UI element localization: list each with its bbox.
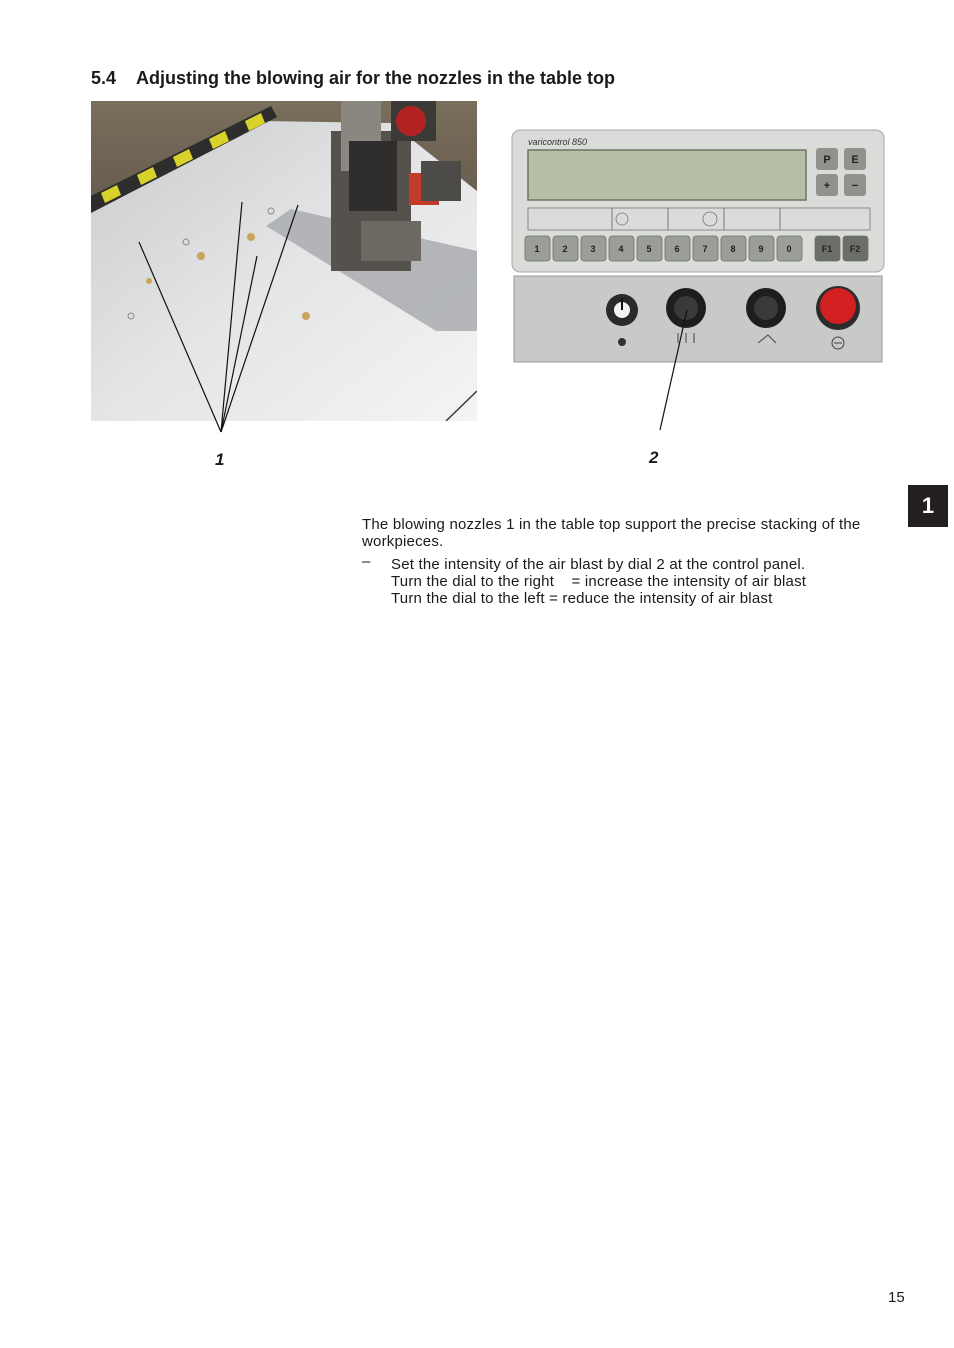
panel-brand: varicontrol 850 [528, 137, 588, 147]
svg-text:7: 7 [702, 244, 708, 254]
number-keys [525, 236, 868, 261]
svg-text:0: 0 [786, 244, 792, 254]
section-title: Adjusting the blowing air for the nozzles in the table top [136, 68, 615, 88]
callout-dial-label: 2 [649, 448, 659, 467]
body-text [362, 516, 902, 607]
page-number: 15 [888, 1289, 905, 1306]
step-line-3: Turn the dial to the left = reduce the intensity of air blast [391, 590, 773, 607]
step-line-1: Set the intensity of the air blast by dial 2 at the control panel. [391, 556, 806, 573]
chapter-tab-marker: 1 [908, 485, 948, 527]
section-number: 5.4 [91, 68, 117, 88]
svg-text:9: 9 [758, 244, 764, 254]
svg-text:1: 1 [534, 244, 540, 254]
svg-text:E: E [851, 154, 859, 166]
table-top-photo [91, 101, 477, 421]
svg-text:−: − [851, 180, 859, 192]
svg-text:F1: F1 [821, 244, 833, 254]
instruction-step [362, 553, 902, 607]
svg-text:3: 3 [590, 244, 596, 254]
section-heading [91, 68, 615, 89]
svg-text:F2: F2 [849, 244, 861, 254]
step-line-2: Turn the dial to the right = increase the intensity of air blast [391, 573, 807, 590]
svg-text:5: 5 [646, 244, 652, 254]
intro-paragraph: The blowing nozzles 1 in the table top support the precise stacking of the workpieces. [362, 516, 861, 550]
svg-text:4: 4 [618, 244, 624, 254]
bullet-dash: – [362, 553, 371, 570]
svg-text:6: 6 [674, 244, 680, 254]
svg-text:2: 2 [562, 244, 568, 254]
callout-nozzles-label: 1 [215, 450, 225, 469]
svg-text:P: P [823, 154, 831, 166]
svg-text:8: 8 [730, 244, 736, 254]
svg-text:+: + [823, 180, 831, 192]
control-panel-photo [510, 128, 886, 368]
